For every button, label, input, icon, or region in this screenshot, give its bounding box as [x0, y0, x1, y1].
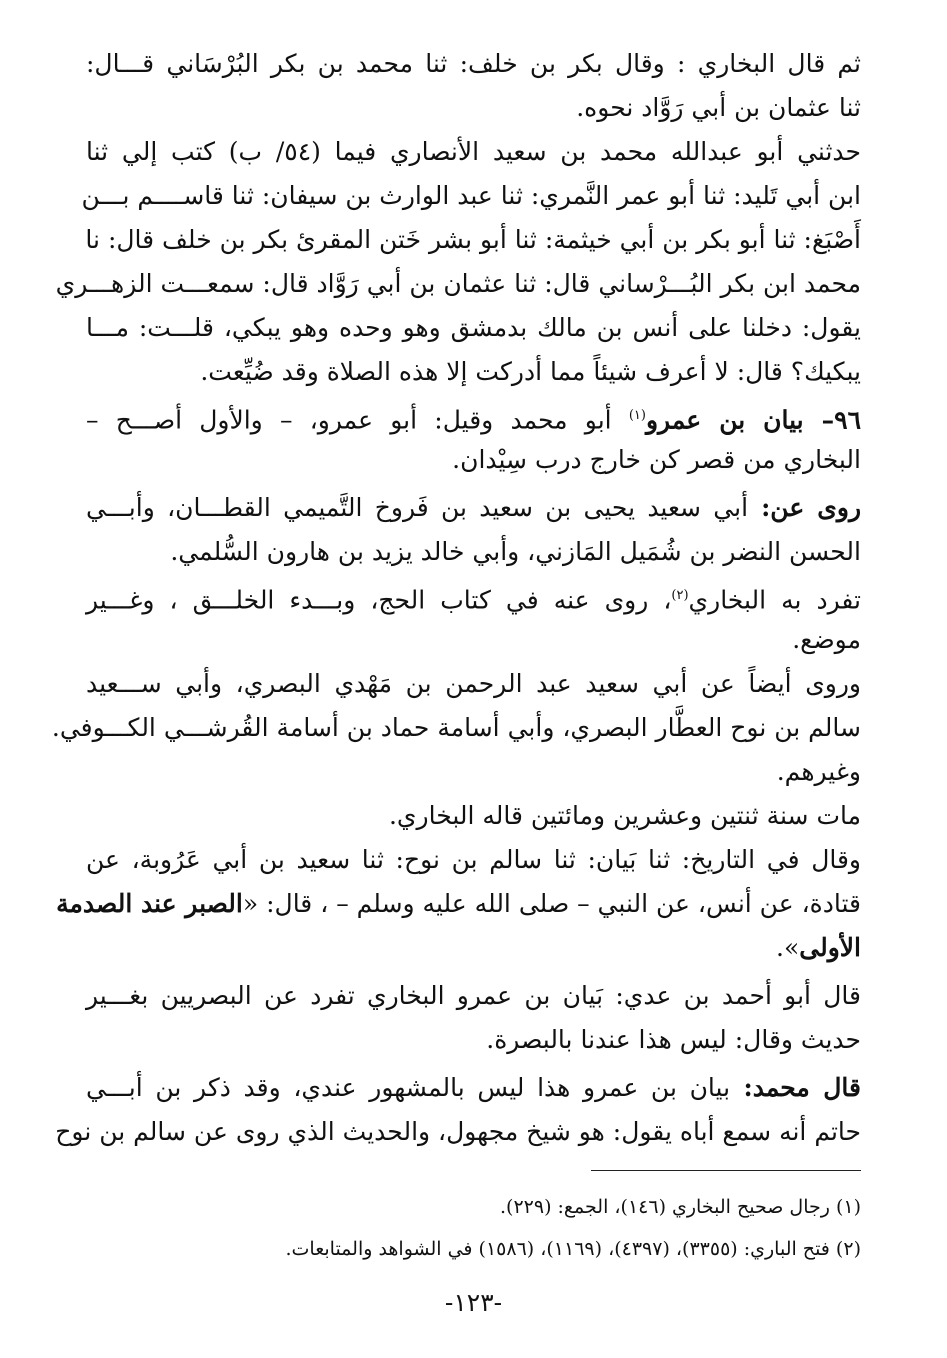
text-fragment: ». [776, 933, 800, 962]
footnote-ref: (٢) [671, 588, 689, 603]
text-line: يقول: دخلنا على أنس بن مالك بدمشق وهو وحده وهو يبكي، قلـــت: مـــا [86, 313, 861, 342]
narrated-from-label: روى عن: [748, 493, 862, 522]
text-line: موضع. [792, 625, 861, 654]
text-line: وقال في التاريخ: ثنا بَيان: ثنا سالم بن نوح: ثنا سعيد بن أبي عَرُوبة، عن [86, 845, 861, 874]
text-line: ابن أبي تَليد: ثنا أبو عمر النَّمري: ثنا عبد الوارث بن سيفان: ثنا قاســــم بـــن [81, 181, 861, 210]
footnote-divider [591, 1170, 861, 1171]
text-line: قال أبو أحمد بن عدي: بَيان بن عمرو البخاري تفرد عن البصريين بغـــير [86, 981, 861, 1010]
text-line: مات سنة ثنتين وعشرين ومائتين قاله البخاري. [388, 801, 861, 830]
text-line: ثنا عثمان بن أبي رَوَّاد نحوه. [576, 93, 861, 122]
text-line: محمد ابن بكر البُـــرْساني قال: ثنا عثمان بن أبي رَوَّاد قال: سمعـــت الزهـــري [55, 269, 861, 298]
text-line: حديث وقال: ليس هذا عندنا بالبصرة. [486, 1025, 861, 1054]
text-line: يبكيك؟ قال: لا أعرف شيئاً مما أدركت إلا هذه الصلاة وقد ضُيِّعت. [200, 357, 861, 386]
entry-kunya: أبو محمد وقيل: أبو عمرو، [292, 405, 629, 435]
text-fragment: أبي سعيد يحيى بن سعيد بن فَروخ التَّميمي القطـــان، وأبـــي [86, 493, 749, 522]
text-line: حدثني أبو عبدالله محمد بن سعيد الأنصاري فيما (٥٤/ ب) كتب إلي ثنا [86, 137, 861, 166]
footnote: (١) رجال صحيح البخاري (١٤٦)، الجمع: (٢٢٩). [499, 1196, 861, 1218]
text-fragment: ، روى عنه في كتاب الحج، وبـــدء الخلـــق ، وغـــير [86, 585, 672, 615]
hadith-text: الصبر عند الصدمة [56, 889, 243, 918]
text-line [86, 574, 861, 622]
text-fragment: – والأول أصـــح – [86, 405, 293, 435]
text-line: وغيرهم. [776, 757, 861, 786]
text-fragment: بيان بن عمرو هذا ليس بالمشهور عندي، وقد ذكر بن أبـــي [86, 1073, 731, 1102]
entry-heading-line [86, 394, 861, 442]
text-line: البخاري من قصر كن خارج درب سِيْدان. [452, 445, 861, 474]
entry-heading: ٩٦– بيان بن عمرو [645, 405, 861, 435]
text-line: سالم بن نوح العطَّار البصري، وأبي أسامة حماد بن أسامة القُرشـــي الكـــوفي. [51, 713, 861, 742]
text-fragment: تفرد به البخاري [688, 585, 861, 615]
text-line: الحسن النضر بن شُمَيل المَازني، وأبي خالد يزيد بن هارون السُّلمي. [170, 537, 861, 566]
narrated-from-line [86, 486, 861, 530]
text-line: وروى أيضاً عن أبي سعيد عبد الرحمن بن مَهْدي البصري، وأبي ســـعيد [86, 669, 861, 698]
footnote-ref: (١) [628, 408, 646, 423]
footnote: (٢) فتح الباري: (٣٣٥٥)، (٤٣٩٧)، (١١٦٩)، (١٥٨٦) في الشواهد والمتابعات. [285, 1238, 861, 1260]
text-line [56, 882, 861, 926]
page-number: -١٢٣- [444, 1288, 503, 1317]
qala-muhammad-label: قال محمد: [730, 1073, 861, 1102]
hadith-text: الأولى [799, 933, 861, 962]
text-line [86, 1066, 861, 1110]
text-line [86, 926, 861, 970]
text-line: ثم قال البخاري : وقال بكر بن خلف: ثنا محمد بن بكر البُرْسَاني قـــال: [86, 49, 861, 78]
text-line: أَصْبَغ: ثنا أبو بكر بن أبي خيثمة: ثنا أبو بشر خَتن المقرئ بكر بن خلف قال: نا [85, 225, 861, 254]
text-line: حاتم أنه سمع أباه يقول: هو شيخ مجهول، والحديث الذي روى عن سالم بن نوح [55, 1117, 861, 1146]
text-fragment: قتادة، عن أنس، عن النبي – صلى الله عليه وسلم – ، قال: « [242, 889, 861, 918]
